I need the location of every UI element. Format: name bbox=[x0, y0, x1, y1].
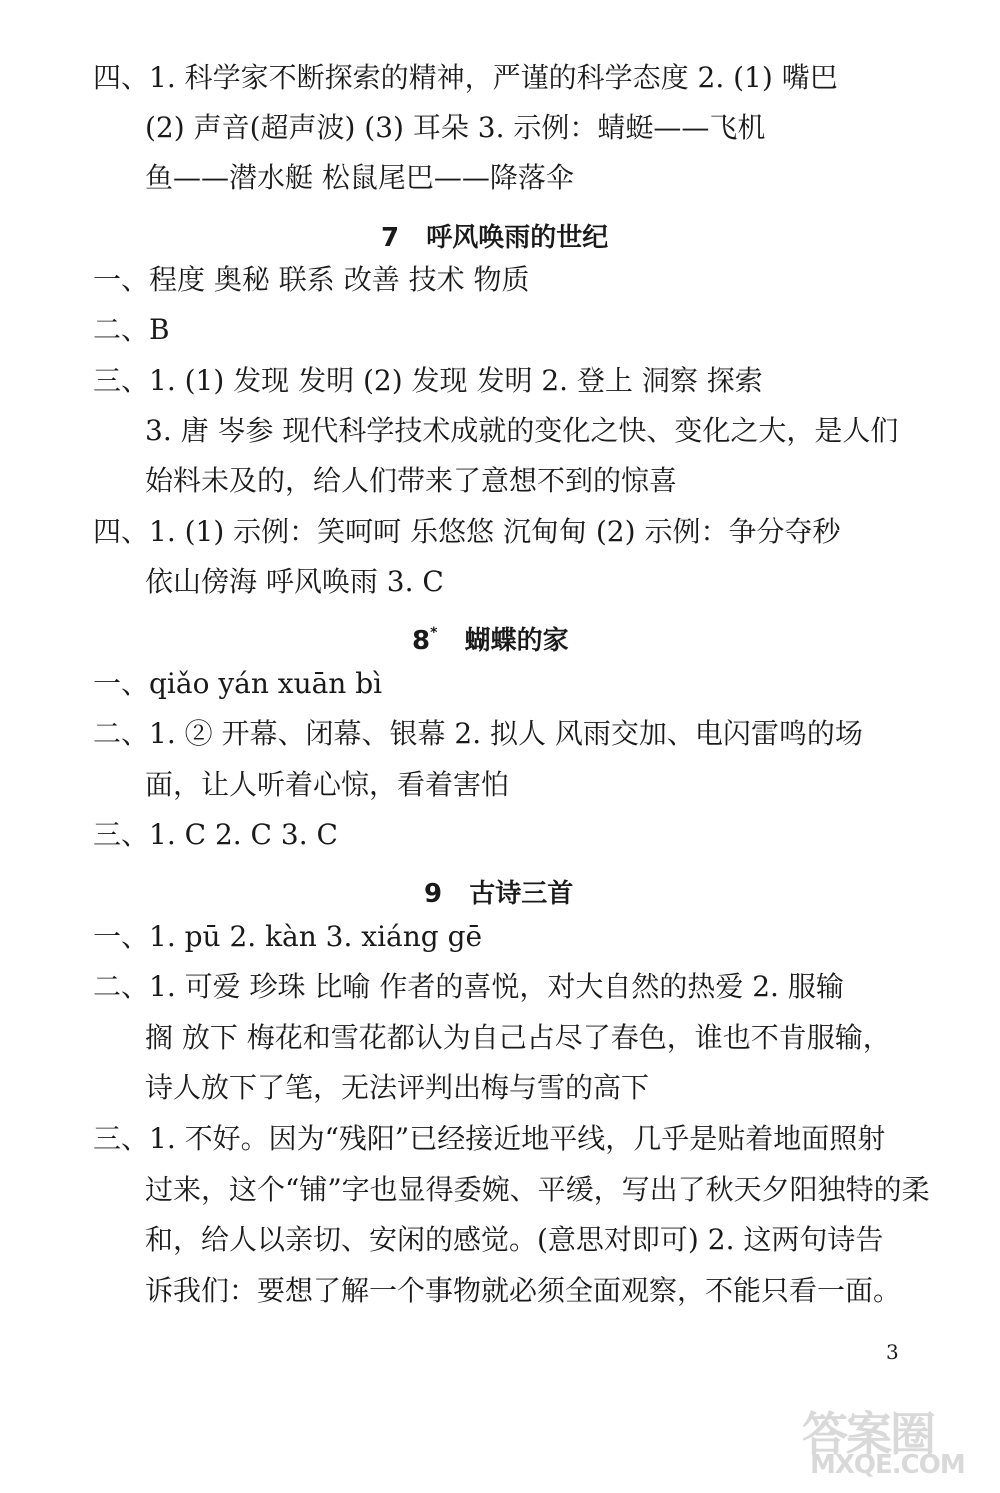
watermark-url: MXQE.COM bbox=[810, 1450, 965, 1480]
section-title bbox=[381, 210, 609, 253]
answer-line: 始料未及的，给人们带来了意想不到的惊喜 bbox=[145, 464, 678, 497]
answer-line: 三、1. 不好。因为“残阳”已经接近地平线，几乎是贴着地面照射 bbox=[93, 1122, 886, 1155]
section-number: 9 bbox=[424, 879, 443, 909]
answer-line: 三、1. C 2. C 3. C bbox=[93, 818, 338, 851]
answer-line: 一、程度 奥秘 联系 改善 技术 物质 bbox=[93, 263, 530, 296]
page-number: 3 bbox=[886, 1340, 899, 1364]
section-title bbox=[412, 613, 569, 656]
answer-line: 和，给人以亲切、安闲的感觉。(意思对即可) 2. 这两句诗告 bbox=[145, 1223, 884, 1256]
answer-line: 面，让人听着心惊，看着害怕 bbox=[145, 768, 510, 801]
section-name: 呼风唤雨的世纪 bbox=[426, 223, 609, 253]
answer-line: 四、1. (1) 示例：笑呵呵 乐悠悠 沉甸甸 (2) 示例：争分夺秒 bbox=[93, 515, 841, 548]
answer-line: 过来，这个“铺”字也显得委婉、平缓，写出了秋天夕阳独特的柔 bbox=[145, 1173, 930, 1206]
answer-line: 四、1. 科学家不断探索的精神，严谨的科学态度 2. (1) 嘴巴 bbox=[93, 61, 838, 94]
answer-line: (2) 声音(超声波) (3) 耳朵 3. 示例：蜻蜓——飞机 bbox=[145, 111, 766, 144]
section-number: 8 bbox=[412, 626, 431, 656]
section-mark: * bbox=[430, 625, 438, 641]
answer-line: 诉我们：要想了解一个事物就必须全面观察，不能只看一面。 bbox=[145, 1274, 902, 1307]
answer-line: 3. 唐 岑参 现代科学技术成就的变化之快、变化之大，是人们 bbox=[145, 414, 899, 447]
answer-line: 三、1. (1) 发现 发明 (2) 发现 发明 2. 登上 洞察 探索 bbox=[93, 364, 763, 397]
section-title bbox=[424, 866, 574, 909]
answer-line: 一、qiǎo yán xuān bì bbox=[93, 667, 383, 700]
answer-line: 二、1. 可爱 珍珠 比喻 作者的喜悦，对大自然的热爱 2. 服输 bbox=[93, 970, 844, 1003]
answer-line: 一、1. pū 2. kàn 3. xiáng gē bbox=[93, 920, 483, 953]
answer-line: 二、B bbox=[93, 313, 170, 346]
answer-line: 鱼——潜水艇 松鼠尾巴——降落伞 bbox=[145, 161, 574, 194]
answer-line: 搁 放下 梅花和雪花都认为自己占尽了春色，谁也不肯服输， bbox=[145, 1021, 891, 1054]
section-name: 蝴蝶的家 bbox=[464, 626, 569, 656]
section-name: 古诗三首 bbox=[469, 879, 574, 909]
answer-line: 二、1. ② 开幕、闭幕、银幕 2. 拟人 风雨交加、电闪雷鸣的场 bbox=[93, 717, 863, 750]
watermark-logo: 答案圈 bbox=[802, 1407, 934, 1461]
watermark bbox=[796, 1398, 986, 1486]
answer-line: 依山傍海 呼风唤雨 3. C bbox=[145, 565, 444, 598]
section-number: 7 bbox=[381, 223, 400, 253]
answer-line: 诗人放下了笔，无法评判出梅与雪的高下 bbox=[145, 1071, 650, 1104]
